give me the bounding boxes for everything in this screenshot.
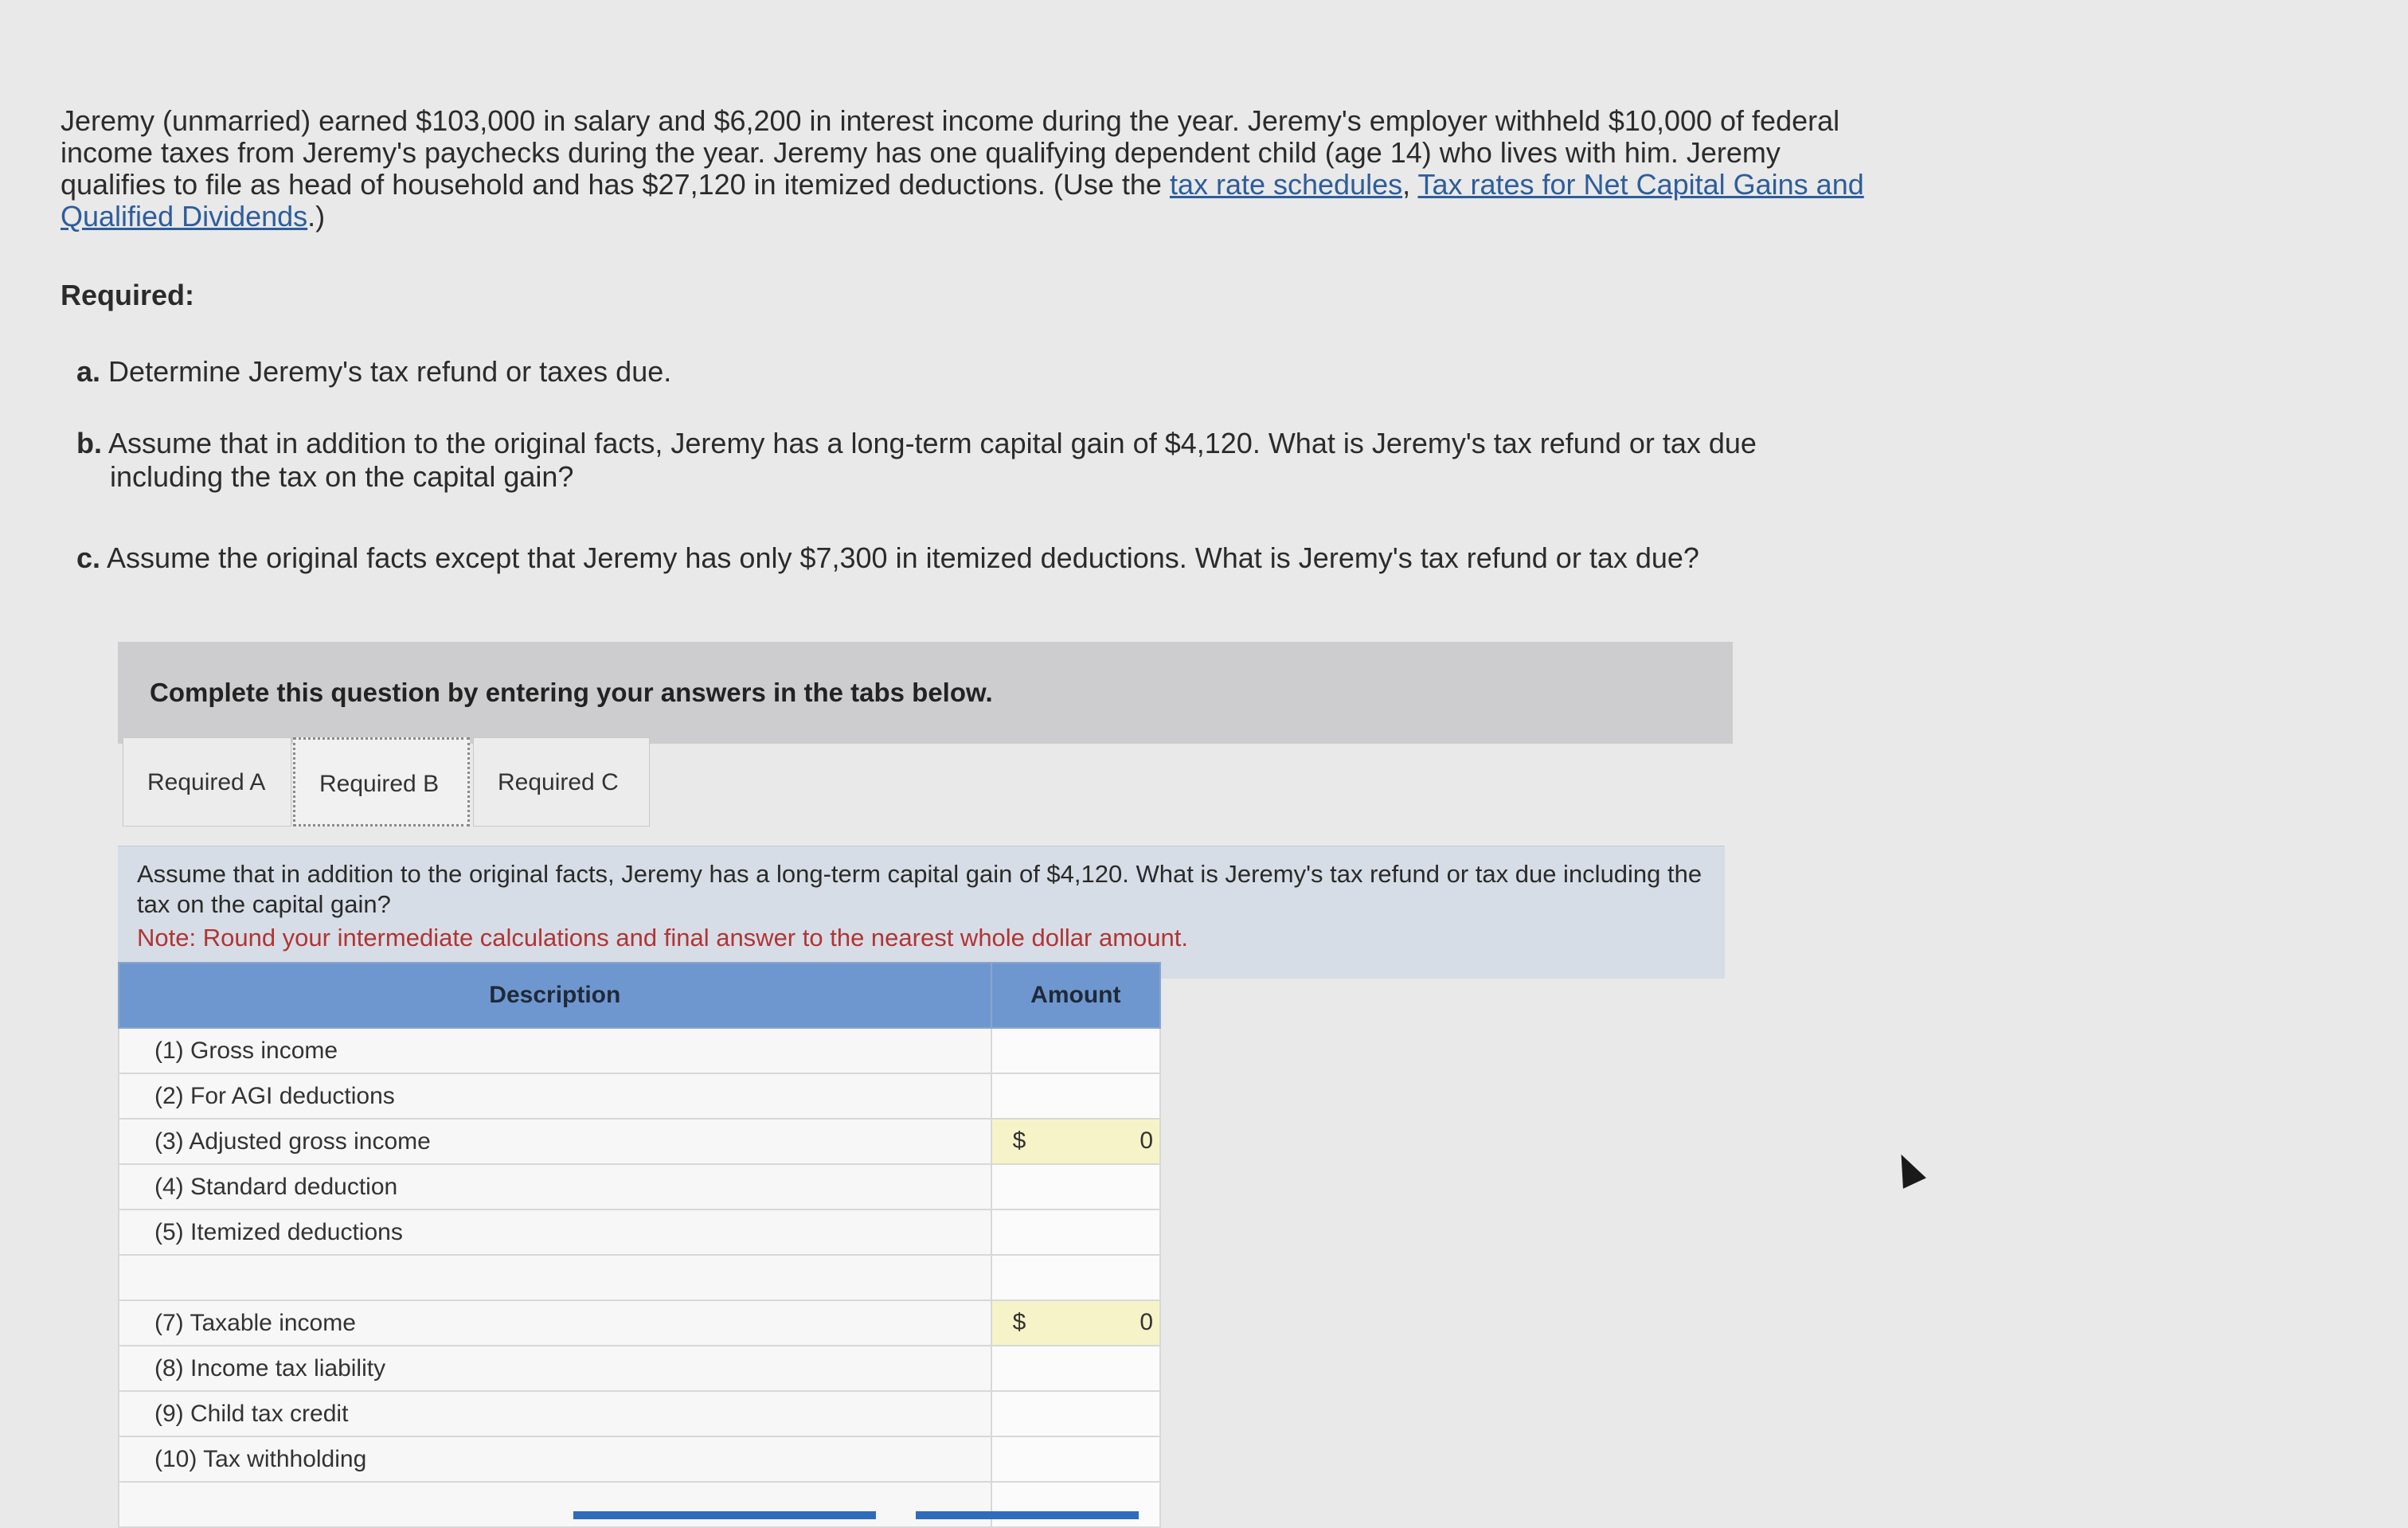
amount-input[interactable] [991, 1210, 1160, 1255]
amount-input[interactable] [991, 1300, 1160, 1346]
banner-text: Complete this question by entering your answers in the tabs below. [150, 678, 993, 707]
row-label: (10) Tax withholding [119, 1436, 991, 1482]
table-row [119, 1391, 1160, 1436]
table-row [119, 1164, 1160, 1210]
part-a-letter: a. [76, 355, 101, 388]
table-row [119, 1346, 1160, 1391]
capital-gains-rates-link[interactable]: Tax rates for Net Capital Gains and Qualified Dividends [61, 168, 1864, 233]
tab-required-c[interactable]: Required C [473, 737, 650, 827]
table-row [119, 1028, 1160, 1073]
row-label: (3) Adjusted gross income [119, 1119, 991, 1164]
amount-input[interactable] [991, 1164, 1160, 1210]
table-row [119, 1119, 1160, 1164]
table-row [119, 1210, 1160, 1255]
amount-value: 0 [1140, 1309, 1153, 1335]
instruction-banner [118, 642, 1733, 744]
row-label: (5) Itemized deductions [119, 1210, 991, 1255]
row-label: (4) Standard deduction [119, 1164, 991, 1210]
amount-input[interactable] [991, 1119, 1160, 1164]
part-a-text: Determine Jeremy's tax refund or taxes due. [108, 355, 672, 388]
amount-value: 0 [1140, 1127, 1153, 1154]
amount-input[interactable] [991, 1436, 1160, 1482]
row-label: (8) Income tax liability [119, 1346, 991, 1391]
part-b-text2: including the tax on the capital gain? [110, 460, 574, 493]
part-b [76, 427, 1876, 494]
tax-rate-schedules-link[interactable]: tax rate schedules [1169, 168, 1403, 201]
required-heading: Required: [61, 279, 195, 311]
row-label-dropdown[interactable] [119, 1255, 991, 1300]
problem-end: .) [307, 200, 326, 233]
amount-input[interactable] [991, 1028, 1160, 1073]
dollar-sign: $ [1012, 1309, 1026, 1335]
header-description: Description [119, 963, 991, 1028]
tab-required-a[interactable]: Required A [123, 737, 291, 827]
amount-input[interactable] [991, 1482, 1160, 1527]
tab-required-b[interactable]: Required B [293, 737, 470, 827]
problem-text: Jeremy (unmarried) earned $103,000 in salary and $6,200 in interest income during the year. Jeremy's employer withheld $10,000 of federal income taxes from Jeremy's paychecks during the year. Jeremy has one qualifying dependent child (age 14) who lives with him. Jeremy qualifies to file as head of household and has $27,120 in itemized deductions. (Use the [61, 104, 1840, 201]
table-row [119, 1436, 1160, 1482]
part-c [76, 541, 1699, 575]
row-label: (9) Child tax credit [119, 1391, 991, 1436]
part-b-text: Assume that in addition to the original facts, Jeremy has a long-term capital gain of $4,120. What is Jeremy's tax refund or tax due [108, 427, 1757, 459]
prompt-text: Assume that in addition to the original facts, Jeremy has a long-term capital gain of $4,120. What is Jeremy's tax refund or tax due including the tax on the capital gain? [137, 860, 1702, 918]
part-c-text: Assume the original facts except that Jeremy has only $7,300 in itemized deductions. What is Jeremy's tax refund or tax due? [107, 541, 1699, 574]
tax-worksheet-table [118, 962, 1161, 1528]
amount-input[interactable] [991, 1073, 1160, 1119]
amount-input[interactable] [991, 1255, 1160, 1300]
row-label: (1) Gross income [119, 1028, 991, 1073]
row-label-dropdown[interactable] [119, 1482, 991, 1527]
mouse-pointer-icon [1890, 1149, 1926, 1189]
row-label: (2) For AGI deductions [119, 1073, 991, 1119]
amount-input[interactable] [991, 1391, 1160, 1436]
problem-sep: , [1402, 168, 1418, 201]
part-b-letter: b. [76, 427, 102, 459]
header-amount: Amount [991, 963, 1160, 1028]
table-row [119, 1255, 1160, 1300]
table-row [119, 1073, 1160, 1119]
amount-input[interactable] [991, 1346, 1160, 1391]
question-prompt [118, 846, 1725, 979]
bottom-nav-bar-2[interactable] [916, 1511, 1139, 1519]
table-row [119, 1482, 1160, 1527]
table-row [119, 1300, 1160, 1346]
prompt-note: Note: Round your intermediate calculations and final answer to the nearest whole dollar amount. [137, 924, 1188, 952]
bottom-nav-bar[interactable] [573, 1511, 876, 1519]
part-c-letter: c. [76, 541, 101, 574]
part-a [76, 355, 671, 389]
problem-statement [61, 105, 1892, 233]
row-label: (7) Taxable income [119, 1300, 991, 1346]
dollar-sign: $ [1012, 1127, 1026, 1154]
